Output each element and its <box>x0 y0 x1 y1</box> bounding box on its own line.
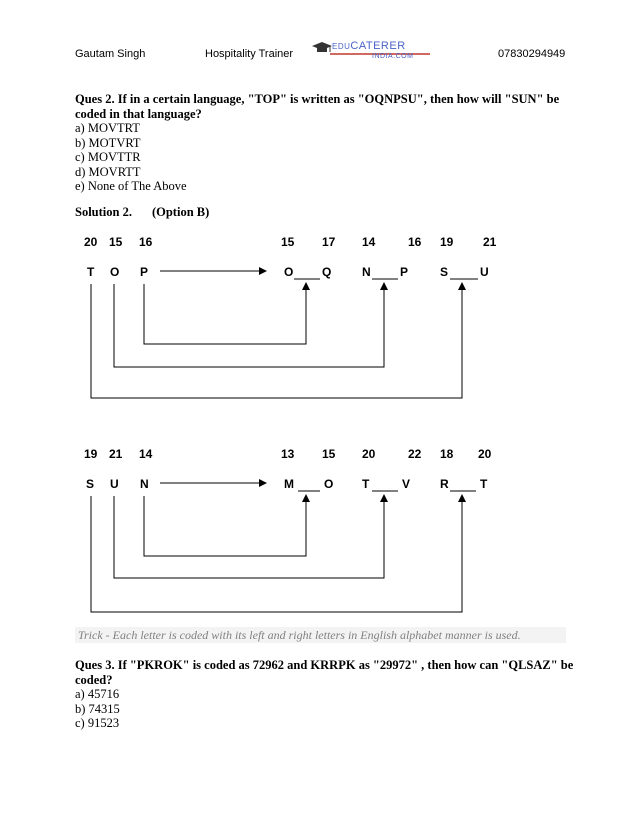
d2-src-num-0: 19 <box>84 447 98 461</box>
d2-tgt-num-4: 18 <box>440 447 454 461</box>
d2-tgt-letter-3: V <box>402 477 411 491</box>
diagram-2 <box>84 447 492 612</box>
d2-tgt-letter-5: T <box>480 477 488 491</box>
d2-tgt-num-0: 13 <box>281 447 295 461</box>
d1-tgt-num-2: 14 <box>362 235 376 249</box>
d1-tgt-letter-0: O <box>284 265 294 279</box>
logo-main: CATERER <box>350 40 406 52</box>
option-b: b) MOTVRT <box>75 135 141 150</box>
d1-tgt-letter-3: P <box>400 265 409 279</box>
solution-answer: (Option B) <box>151 205 210 219</box>
d1-bracket-t <box>91 283 462 398</box>
d1-tgt-letter-2: N <box>362 265 371 279</box>
d1-src-letter-2: P <box>140 265 149 279</box>
d2-src-letter-0: S <box>86 477 95 491</box>
option-e: e) None of The Above <box>75 179 187 193</box>
option-d: d) MOVRTT <box>75 164 141 179</box>
d1-tgt-num-1: 17 <box>322 235 336 249</box>
d2-src-letter-2: N <box>140 477 149 491</box>
d1-tgt-num-3: 16 <box>408 235 422 249</box>
d1-bracket-p <box>144 283 306 344</box>
d1-tgt-letter-1: Q <box>322 265 332 279</box>
d1-tgt-letter-4: S <box>440 265 449 279</box>
logo-prefix: EDU <box>332 42 351 51</box>
d2-tgt-num-5: 20 <box>478 447 492 461</box>
d2-tgt-letter-4: R <box>440 477 449 491</box>
option-c: c) MOVTTR <box>75 150 141 164</box>
question-3 <box>75 658 575 731</box>
d2-src-num-1: 21 <box>109 447 123 461</box>
d2-bracket-n <box>144 495 306 556</box>
header-author: Gautam Singh <box>75 48 146 60</box>
logo-sub: INDIA.COM <box>372 53 414 60</box>
d2-tgt-num-3: 22 <box>408 447 422 461</box>
d1-bracket-o <box>114 283 384 367</box>
d2-bracket-u <box>114 495 384 578</box>
trick-note: Trick - Each letter is coded with its left and right letters in English alphabet manner is used. <box>75 627 566 643</box>
d1-tgt-num-5: 21 <box>483 235 497 249</box>
question-2-title: Ques 2. If in a certain language, "TOP" is written as "OQNPSU", then how will "SUN" be coded in that language? <box>75 92 560 121</box>
d1-tgt-num-4: 19 <box>440 235 454 249</box>
d2-bracket-s <box>91 495 462 612</box>
d2-tgt-num-1: 15 <box>322 447 336 461</box>
q3-option-c: c) 91523 <box>75 716 120 730</box>
diagram-1 <box>84 235 497 398</box>
d2-tgt-num-2: 20 <box>362 447 376 461</box>
d2-src-letter-1: U <box>110 477 119 491</box>
d1-src-num-0: 20 <box>84 235 98 249</box>
d2-tgt-letter-2: T <box>362 477 370 491</box>
option-a: a) MOVTRT <box>75 121 140 135</box>
d1-tgt-num-0: 15 <box>281 235 295 249</box>
d2-src-num-2: 14 <box>139 447 153 461</box>
header-phone: 07830294949 <box>498 48 566 60</box>
d1-src-num-2: 16 <box>139 235 153 249</box>
d1-tgt-letter-5: U <box>480 265 489 279</box>
q3-option-b: b) 74315 <box>75 701 120 716</box>
d2-tgt-letter-1: O <box>324 477 334 491</box>
header-role: Hospitality Trainer <box>205 48 294 60</box>
d2-tgt-letter-0: M <box>284 477 294 491</box>
d1-src-letter-1: O <box>110 265 120 279</box>
solution-label: Solution 2. <box>75 205 132 219</box>
question-3-title: Ques 3. If "PKROK" is coded as 72962 and KRRPK as "29972" , then how can "QLSAZ" be coded? <box>75 658 574 687</box>
d1-src-num-1: 15 <box>109 235 123 249</box>
d1-src-letter-0: T <box>87 265 95 279</box>
q3-option-a: a) 45716 <box>75 687 120 701</box>
